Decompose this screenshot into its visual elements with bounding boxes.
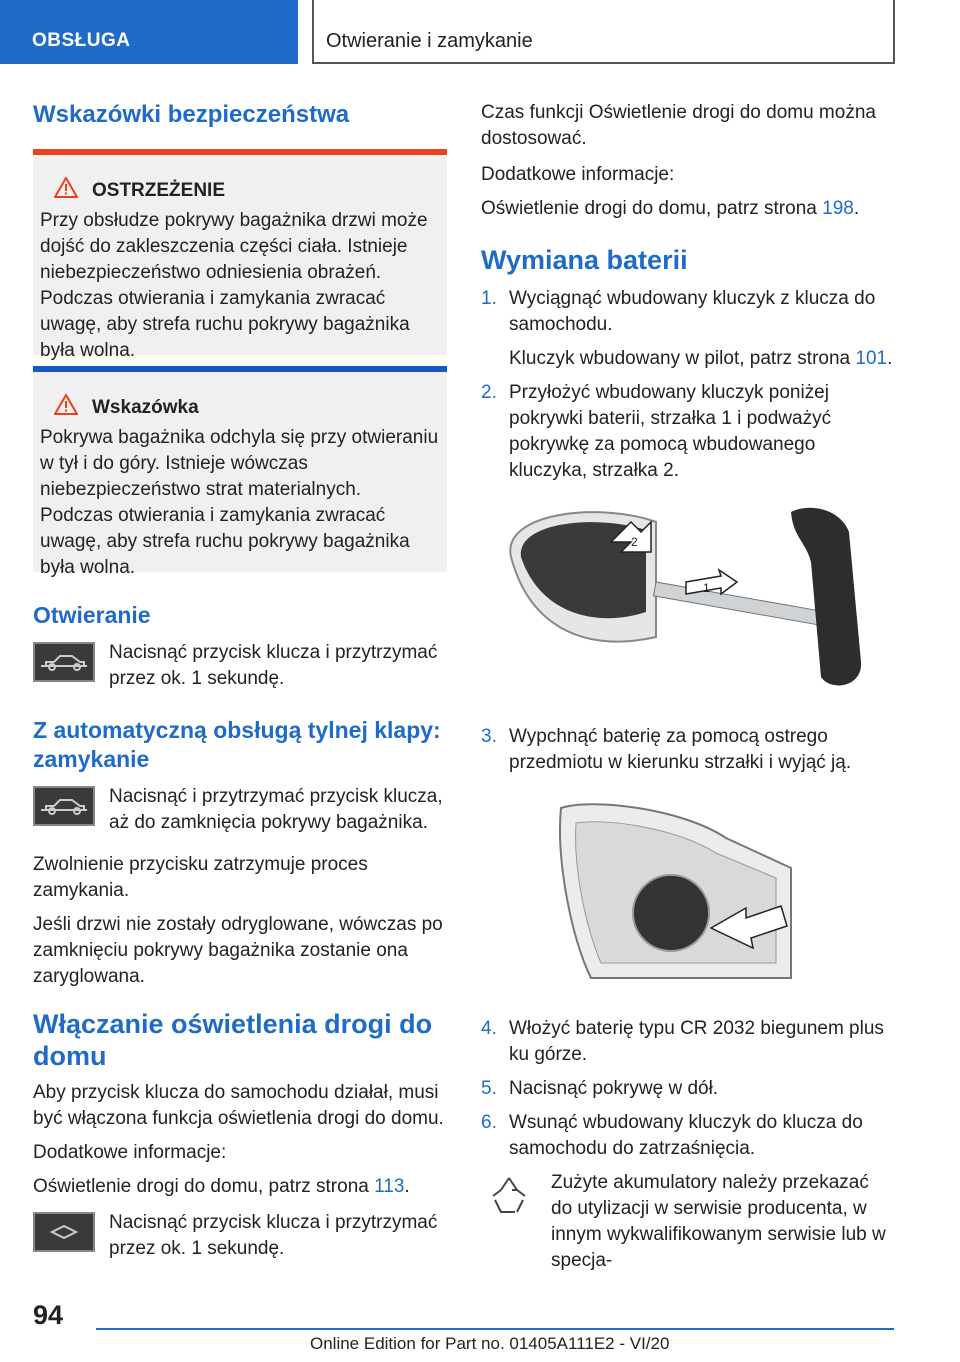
footer-divider <box>96 1328 894 1330</box>
step-text: Wyciągnąć wbudowany kluczyk z klucza do samochodu. <box>509 288 876 335</box>
right-intro: Czas funkcji Oświetlenie drogi do domu można dostosować. <box>481 102 876 149</box>
step-number: 5. <box>481 1078 497 1099</box>
reference-period: . <box>887 348 893 369</box>
step-text: Przyłożyć wbudowany kluczyk poniżej pokrywki baterii, strzałka 1 i podważyć pokrywkę za pomocą wbudowanego kluczyka, strzałka 2. <box>509 382 832 481</box>
arrow-label: 2 <box>631 535 638 549</box>
reference-text: Oświetlenie drogi do domu, patrz strona <box>33 1176 369 1197</box>
opening-heading: Otwieranie <box>33 602 151 628</box>
note-text: Pokrywa bagażnika odchyla się przy otwieraniu w tył i do góry. Istnieje wówczas niebezpieczeństwo strat materialnych. Podczas otwierania i zamykania zwracać uwagę, aby strefa ruchu pokrywy bagażnika była wolna. <box>40 427 439 578</box>
battery-steps <box>481 724 895 776</box>
subnote-text: Kluczyk wbudowany w pilot, patrz strona <box>509 348 851 369</box>
tailgate-button-icon <box>33 642 95 682</box>
note-box <box>33 366 447 578</box>
right-column <box>481 100 895 1274</box>
reference-text: Oświetlenie drogi do domu, patrz strona <box>481 198 817 219</box>
list-item <box>481 380 895 484</box>
list-item <box>481 724 895 776</box>
arrow-label: 1 <box>703 581 710 595</box>
battery-steps <box>481 380 895 484</box>
warning-title-row <box>40 177 439 204</box>
warning-triangle-icon <box>54 394 78 421</box>
warning-triangle-icon <box>54 177 78 204</box>
recycle-text: Zużyte akumulatory należy przekazać do utylizacji w serwisie producenta, w innym wykwalifikowanym serwisie lub w specja- <box>551 1172 886 1271</box>
auto-close-text: Nacisnąć i przytrzymać przycisk klucza, aż do zamknięcia pokrywy bagażnika. <box>109 786 443 833</box>
reference-period: . <box>853 198 860 219</box>
left-column <box>33 100 447 1262</box>
battery-illustration <box>551 798 811 988</box>
battery-heading: Wymiana baterii <box>481 245 688 275</box>
home-light-row <box>33 1210 447 1262</box>
step-number: 4. <box>481 1018 497 1039</box>
step-text: Wypchnąć baterię za pomocą ostrego przedmiotu w kierunku strzałki i wyjąć ją. <box>509 726 852 773</box>
note-title: Wskazówka <box>92 396 199 418</box>
warning-title: OSTRZEŻENIE <box>92 179 226 201</box>
step-text: Wsunąć wbudowany kluczyk do klucza do samochodu do zatrzaśnięcia. <box>509 1112 863 1159</box>
home-light-text: Aby przycisk klucza do samochodu działał, musi być włączona funkcja oświetlenia drogi do domu. <box>33 1082 444 1129</box>
unlocked-text: Jeśli drzwi nie zostały odryglowane, wówczas po zamknięciu pokrywy bagażnika zostanie ona zaryglowana. <box>33 914 443 987</box>
step-number: 1. <box>481 288 497 309</box>
more-info-label: Dodatkowe informacje: <box>33 1142 227 1163</box>
auto-close-row <box>33 784 447 836</box>
figure-battery <box>481 798 895 998</box>
page-number: 94 <box>33 1300 64 1330</box>
home-light-button-text: Nacisnąć przycisk klucza i przytrzymać przez ok. 1 sekundę. <box>109 1212 438 1259</box>
list-item <box>481 1076 895 1102</box>
right-more-info: Dodatkowe informacje: <box>481 164 675 185</box>
figure-key-blade <box>481 502 895 702</box>
list-item <box>481 1110 895 1162</box>
home-light-reference <box>33 1174 447 1200</box>
auto-close-heading: Z automatyczną obsługą tylnej klapy: zamykanie <box>33 717 441 772</box>
step1-subnote <box>481 346 895 372</box>
page-link[interactable]: 198 <box>822 198 854 219</box>
right-reference <box>481 196 895 222</box>
list-item <box>481 1016 895 1068</box>
step-number: 3. <box>481 726 497 747</box>
home-light-heading: Włączanie oświetlenia drogi do domu <box>33 1009 433 1071</box>
warning-box <box>33 149 447 361</box>
step-text: Nacisnąć pokrywę w dół. <box>509 1078 719 1099</box>
edition-text: Online Edition for Part no. 01405A111E2 - VI/20 <box>310 1334 670 1353</box>
battery-steps <box>481 1016 895 1162</box>
opening-text: Nacisnąć przycisk klucza i przytrzymać przez ok. 1 sekundę. <box>109 642 438 689</box>
step-number: 6. <box>481 1112 497 1133</box>
release-text: Zwolnienie przycisku zatrzymuje proces zamykania. <box>33 854 368 901</box>
tailgate-button-icon <box>33 786 95 826</box>
page-link[interactable]: 101 <box>855 348 888 369</box>
recycle-note <box>481 1170 895 1274</box>
page-link[interactable]: 113 <box>374 1176 405 1197</box>
note-title-row <box>40 394 439 421</box>
home-light-button-icon <box>33 1212 95 1252</box>
step-number: 2. <box>481 382 497 403</box>
recycle-icon <box>481 1170 537 1218</box>
section-tab: OBSŁUGA <box>0 0 298 64</box>
opening-row <box>33 640 447 692</box>
key-blade-illustration <box>481 502 881 702</box>
step-text: Włożyć baterię typu CR 2032 biegunem plus ku górze. <box>509 1018 884 1065</box>
list-item <box>481 286 895 338</box>
chapter-title: Otwieranie i zamykanie <box>312 0 895 64</box>
battery-steps <box>481 286 895 338</box>
warning-text: Przy obsłudze pokrywy bagażnika drzwi może dojść do zakleszczenia części ciała. Istnieje niebezpieczeństwo odniesienia obrażeń. Podczas otwierania i zamykania zwracać uwagę, aby strefa ruchu pokrywy bagażnika była wolna. <box>40 210 428 361</box>
reference-period: . <box>404 1176 410 1197</box>
safety-heading: Wskazówki bezpieczeństwa <box>33 101 350 128</box>
